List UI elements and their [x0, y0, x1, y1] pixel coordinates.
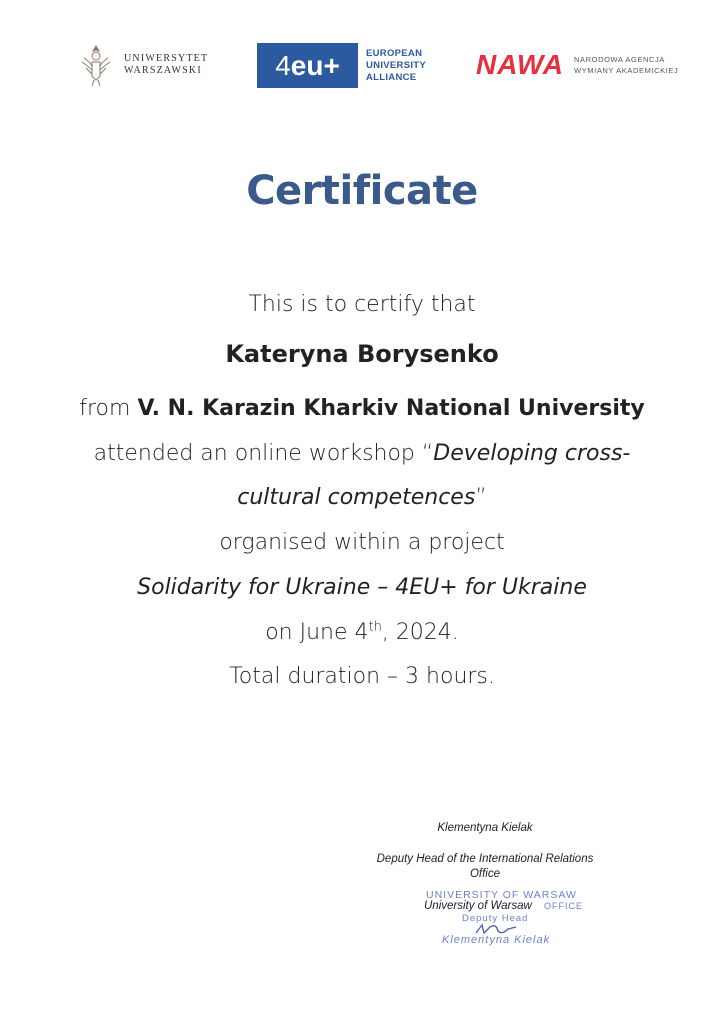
4eu-logo-mark: [257, 43, 358, 88]
university-name: V. N. Karazin Kharkiv National University: [137, 396, 645, 421]
4eu-eu: eu+: [290, 49, 340, 81]
4eu-four: 4: [275, 49, 291, 81]
stamp-office: OFFICE: [544, 901, 583, 911]
certify-line: This is to certify that: [248, 292, 476, 317]
workshop-close-quote: ”: [475, 485, 487, 510]
from-line: [0, 396, 724, 421]
stamp-deputy-head: Deputy Head: [462, 913, 529, 924]
4eu-label-line3: ALLIANCE: [366, 71, 417, 83]
stamp-university: UNIVERSITY OF WARSAW: [426, 889, 577, 901]
eagle-crest-icon: [76, 42, 116, 88]
attended-line: [0, 441, 724, 466]
project-name: Solidarity for Ukraine – 4EU+ for Ukraine: [137, 575, 587, 600]
date-suffix: , 2024.: [381, 620, 459, 645]
uw-logo-line2: WARSZAWSKI: [124, 65, 202, 76]
nawa-label-line1: NARODOWA AGENCJA: [574, 55, 666, 64]
4eu-label-line2: UNIVERSITY: [366, 59, 427, 71]
signer-role-line1: Deputy Head of the International Relations: [376, 853, 594, 865]
stamp-name: Klementyna Kielak: [442, 934, 551, 946]
date-ordinal: th: [368, 619, 382, 635]
from-prefix: from: [79, 396, 138, 421]
4eu-alliance-logo: [257, 43, 426, 88]
duration-line: Total duration – 3 hours.: [229, 664, 495, 689]
date-line: [0, 620, 724, 645]
signer-role-line2: Office: [469, 868, 501, 880]
date-prefix: on June 4: [265, 620, 369, 645]
workshop-line2: [0, 485, 724, 510]
nawa-label-line2: WYMIANY AKADEMICKIEJ: [574, 66, 679, 75]
attended-prefix: attended an online workshop “: [93, 441, 434, 466]
workshop-title-part1: Developing cross-: [433, 441, 631, 466]
nawa-wordmark: NAWA: [476, 49, 564, 80]
nawa-logo: [476, 50, 678, 80]
workshop-title-part2: cultural competences: [237, 485, 476, 510]
recipient-name: Kateryna Borysenko: [225, 340, 499, 368]
university-of-warsaw-logo: [76, 42, 208, 88]
certificate-title: Certificate: [246, 168, 478, 214]
4eu-label-line1: EUROPEAN: [366, 47, 423, 59]
project-line: [0, 575, 724, 600]
organised-line: organised within a project: [219, 530, 505, 555]
uw-logo-line1: UNIWERSYTET: [124, 53, 209, 64]
stamp-signature-university: University of Warsaw: [424, 900, 532, 912]
header-logos: [0, 40, 724, 90]
signer-name: Klementyna Kielak: [437, 822, 533, 834]
official-stamp: [420, 889, 583, 951]
